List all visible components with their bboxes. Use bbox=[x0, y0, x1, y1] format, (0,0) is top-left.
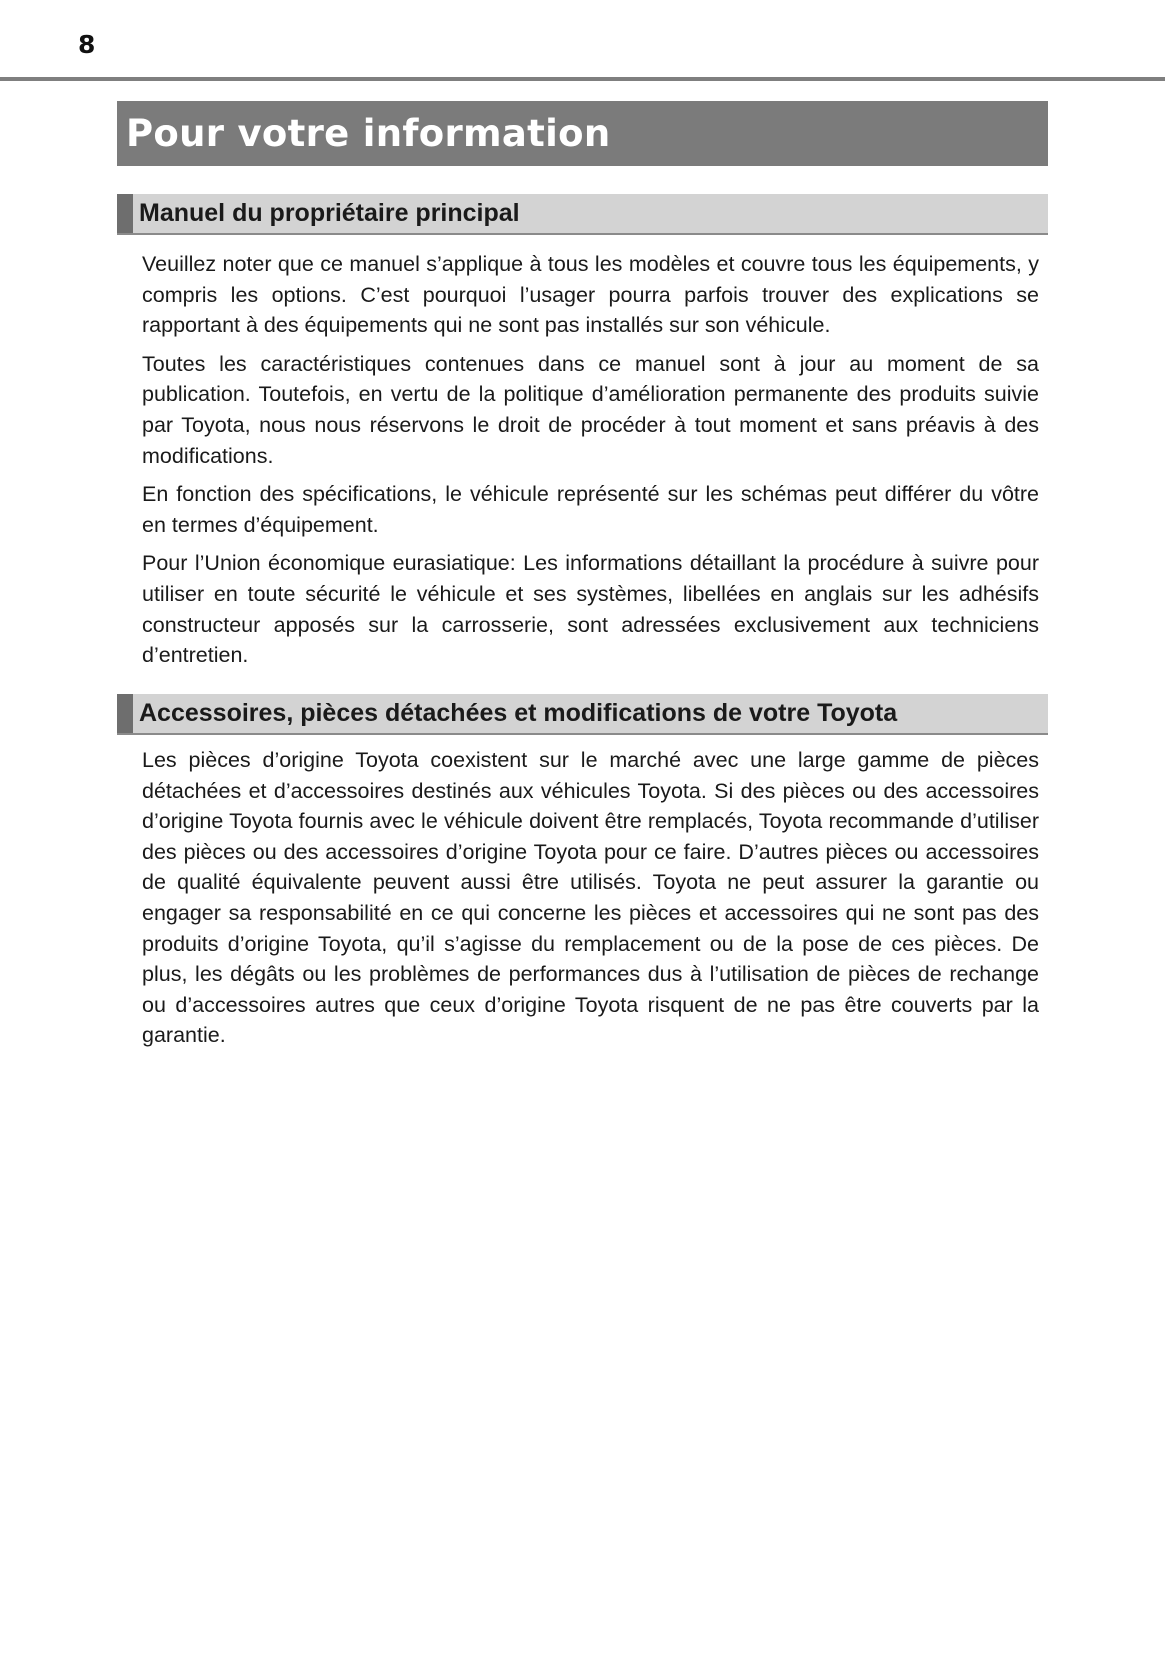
section-heading: Accessoires, pièces détachées et modifications de votre Toyota bbox=[139, 699, 898, 727]
section-accent-marker bbox=[117, 694, 133, 733]
page-number: 8 bbox=[78, 30, 96, 59]
paragraph: Toutes les caractéristiques contenues dans ce manuel sont à jour au moment de sa publication. Toutefois, en vertu de la politique d’amélioration permanente des produits suivie par Toyota, nous nous réservons le droit de procéder à tout moment et sans préavis à des modifications. bbox=[142, 351, 1039, 468]
paragraph: Pour l’Union économique eurasiatique: Les informations détaillant la procédure à suivre pour utiliser en toute sécurité le véhicule et ses systèmes, libellées en anglais sur les adhésifs constructeur apposés sur la carrosserie, sont adressées exclusivement aux techniciens d’entretien. bbox=[142, 551, 1039, 668]
section-header-accessories bbox=[117, 694, 1048, 735]
section-body-owners-manual bbox=[142, 249, 1039, 679]
header-rule bbox=[0, 77, 1165, 81]
chapter-title-bar bbox=[117, 101, 1048, 166]
paragraph: En fonction des spécifications, le véhicule représenté sur les schémas peut différer du vôtre en termes d’équipement. bbox=[142, 482, 1039, 537]
section-header-owners-manual bbox=[117, 194, 1048, 235]
paragraph: Les pièces d’origine Toyota coexistent sur le marché avec une large gamme de pièces détachées et d’accessoires destinés aux véhicules Toyota. Si des pièces ou des accessoires d’origine Toyota fournis avec le véhicule doivent être remplacés, Toyota recommande d’utiliser des pièces ou des accessoires d’origine Toyota pour ce faire. D’autres pièces ou accessoires de qualité équivalente peuvent aussi être utilisés. Toyota ne peut assurer la garantie ou engager sa responsabilité en ce qui concerne les pièces et accessoires qui ne sont pas des produits d’origine Toyota, qu’il s’agisse du remplacement ou de la pose de ces pièces. De plus, les dégâts ou les problèmes de performances dus à l’utilisation de pièces de rechange ou d’accessoires autres que ceux d’origine Toyota risquent de ne pas être couverts par la garantie. bbox=[142, 748, 1039, 1048]
section-accent-marker bbox=[117, 194, 133, 233]
section-heading: Manuel du propriétaire principal bbox=[139, 199, 520, 227]
chapter-title: Pour votre information bbox=[126, 112, 611, 155]
section-body-accessories bbox=[142, 745, 1039, 1059]
paragraph: Veuillez noter que ce manuel s’applique à tous les modèles et couvre tous les équipements, y compris les options. C’est pourquoi l’usager pourra parfois trouver des explications se rapportant à des équipements qui ne sont pas installés sur son véhicule. bbox=[142, 252, 1039, 338]
